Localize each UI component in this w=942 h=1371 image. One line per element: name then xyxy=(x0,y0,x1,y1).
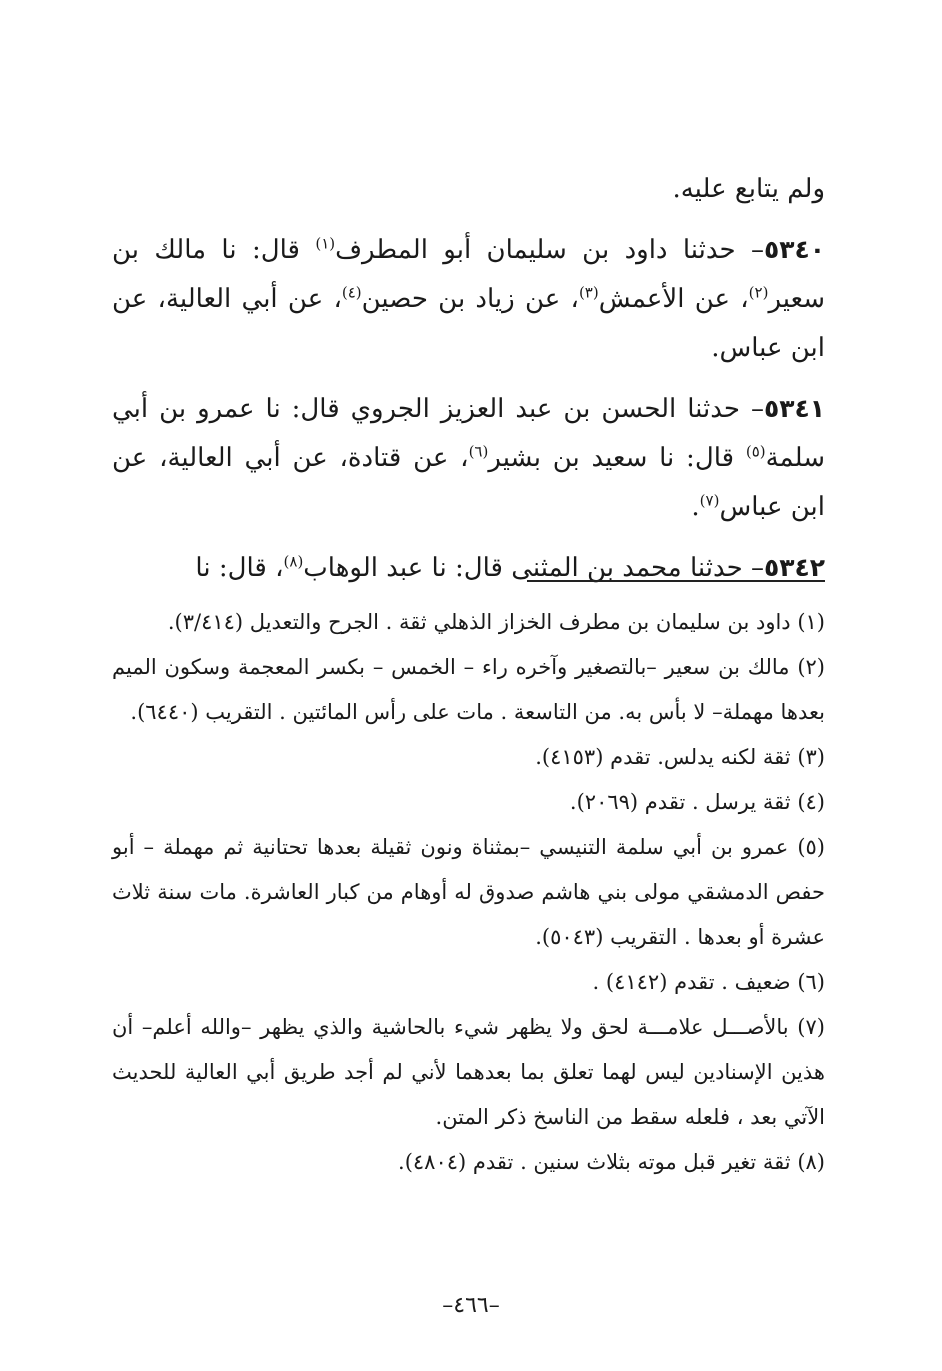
footnote-ref: (٣) xyxy=(578,283,599,302)
continuation-text: ولم يتابع عليه. xyxy=(672,174,825,204)
footnote-ref: (٥) xyxy=(745,442,766,461)
hadith-text: ، قال: نا xyxy=(195,553,284,583)
footnote-ref: (٨) xyxy=(283,552,304,571)
hadith-text: – حدثنا الحسن بن عبد العزيز الجروي قال: نا عمرو بن أبي سلمة xyxy=(112,394,825,473)
hadith-text: ، عن زياد بن حصين xyxy=(361,284,579,314)
hadith-number: ٥٣٤٠ xyxy=(763,235,825,264)
footnote-1: (١) داود بن سليمان بن مطرف الخزاز الذهلي ثقة . الجرح والتعديل (٣/٤١٤). xyxy=(167,610,825,634)
main-text xyxy=(112,165,825,604)
hadith-text: ، عن قتادة، عن أبي العالية، عن ابن عباس xyxy=(112,443,825,522)
footnote-ref: (٢) xyxy=(748,283,769,302)
footnote-6: (٦) ضعيف . تقدم (٤١٤٢) . xyxy=(592,970,825,994)
footnote-ref: (٤) xyxy=(341,283,362,302)
footnote-2: (٢) مالك بن سعير –بالتصغير وآخره راء – الخمس – بكسر المعجمة وسكون الميم بعدها مهملة– لا بأس به. من التاسعة . مات على رأس المائتين . التقريب (٦٤٤٠). xyxy=(112,655,825,724)
hadith-text: قال: نا مالك بن سعير xyxy=(112,235,825,314)
footnote-5: (٥) عمرو بن أبي سلمة التنيسي –بمثناة ونون ثقيلة بعدها تحتانية ثم مهملة – أبو حفص الدمشقي مولى بني هاشم صدوق له أوهام من كبار العاشرة. مات سنة ثلاث عشرة أو بعدها . التقريب (٥٠٤٣). xyxy=(112,835,825,949)
continuation-line xyxy=(112,165,825,214)
footnote-ref: (١) xyxy=(315,234,336,253)
footnote-divider xyxy=(527,580,825,582)
hadith-text: – حدثنا داود بن سليمان أبو المطرف xyxy=(335,235,764,265)
page-number: –٤٦٦– xyxy=(442,1293,500,1318)
hadith-text: ، عن الأعمش xyxy=(598,284,749,314)
hadith-5341 xyxy=(112,384,825,532)
footnotes xyxy=(112,600,825,1185)
hadith-5340 xyxy=(112,225,825,373)
footnote-4: (٤) ثقة يرسل . تقدم (٢٠٦٩). xyxy=(569,790,825,814)
hadith-text: ، عن أبي العالية، عن ابن عباس. xyxy=(112,284,825,363)
hadith-text: – حدثنا محمد بن المثنى قال: نا عبد الوهاب xyxy=(303,553,764,583)
hadith-text: . xyxy=(691,492,700,522)
hadith-number: ٥٣٤١ xyxy=(763,394,825,423)
hadith-text: قال: نا سعيد بن بشير xyxy=(488,443,746,473)
footnote-8: (٨) ثقة تغير قبل موته بثلاث سنين . تقدم (٤٨٠٤). xyxy=(398,1150,825,1174)
footnote-ref: (٧) xyxy=(699,491,720,510)
hadith-5342 xyxy=(112,543,825,593)
hadith-number: ٥٣٤٢ xyxy=(763,553,825,582)
footnote-ref: (٦) xyxy=(468,442,489,461)
footnote-7: (٧) بالأصـــل علامـــة لحق ولا يظهر شيء بالحاشية والذي يظهر –والله أعلم– أن هذين الإسنادين ليس لهما تعلق بما بعدهما لأني لم أجد طريق أبي العالية للحديث الآتي بعد ، فلعله سقط من الناسخ ذكر المتن. xyxy=(112,1015,825,1129)
footnote-3: (٣) ثقة لكنه يدلس. تقدم (٤١٥٣). xyxy=(535,745,825,769)
